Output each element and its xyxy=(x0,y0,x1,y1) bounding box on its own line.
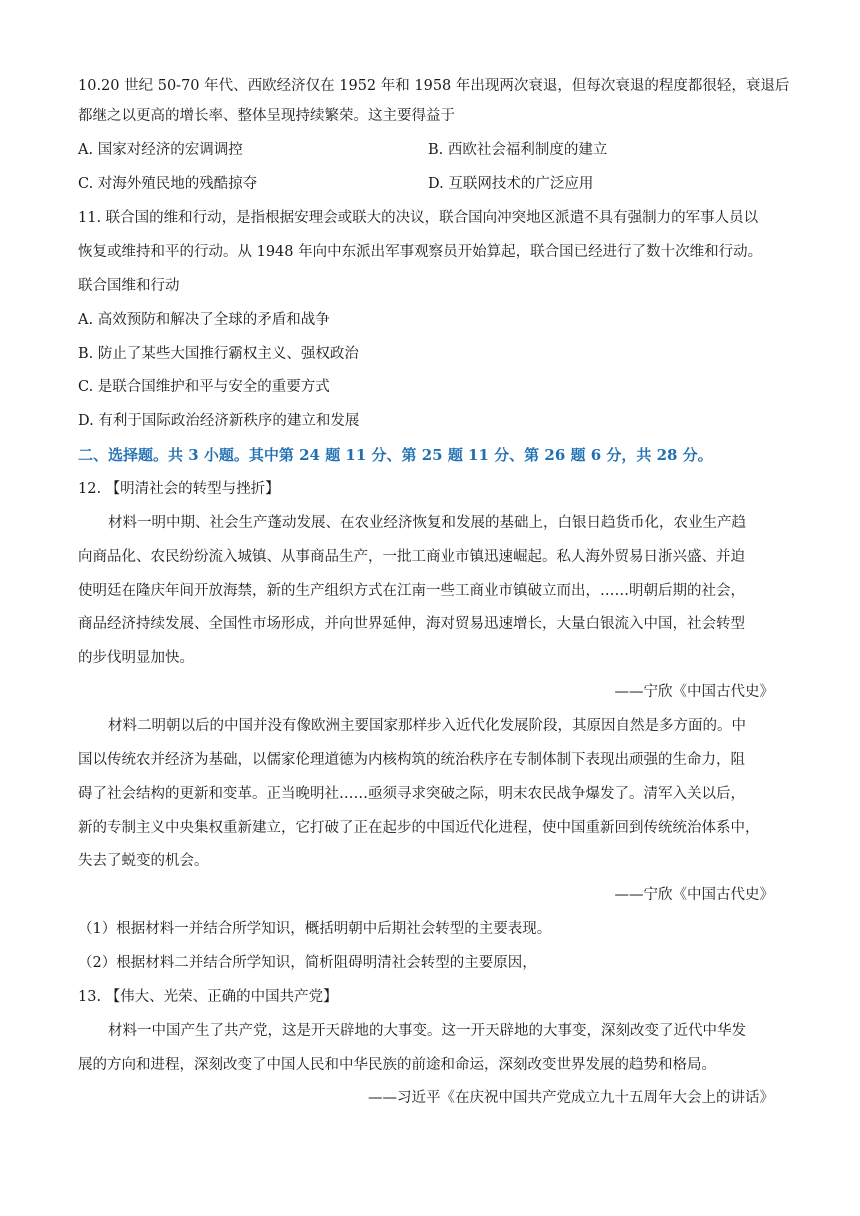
q11-stem-line-2: 恢复或维持和平的行动。从 1948 年向中东派出军事观察员开始算起，联合国已经进行了数十次维和行动。 xyxy=(78,244,763,260)
q12-material1-line-5: 的步伐明显加快。 xyxy=(78,650,194,666)
q12-subquestion-2: （2）根据材料二并结合所学知识，简析阻碍明清社会转型的主要原因， xyxy=(78,955,537,971)
q13-source-1: ——习近平《在庆祝中国共产党成立九十五周年大会上的讲话》 xyxy=(368,1090,774,1106)
q13-title: 13. 【伟大、光荣、正确的中国共产党】 xyxy=(78,989,338,1005)
q12-material2-line-5: 失去了蜕变的机会。 xyxy=(78,853,209,869)
q11-option-d: D. 有利于国际政治经济新秩序的建立和发展 xyxy=(78,413,360,429)
q12-subquestion-1: （1）根据材料一并结合所学知识，概括明朝中后期社会转型的主要表现。 xyxy=(78,921,552,937)
q11-option-a: A. 高效预防和解决了全球的矛盾和战争 xyxy=(78,312,330,328)
q12-title: 12. 【明清社会的转型与挫折】 xyxy=(78,481,280,497)
q12-material1-line-2: 向商品化、农民纷纷流入城镇、从事商品生产，一批工商业市镇迅速崛起。私人海外贸易日浙兴盛、并迫 xyxy=(78,549,745,565)
q12-material2-line-2: 国以传统农并经济为基础，以儒家伦理道德为内核构筑的统治秩序在专制体制下表现出顽强的生命力，阻 xyxy=(78,752,745,768)
q11-option-c: C. 是联合国维护和平与安全的重要方式 xyxy=(78,379,330,395)
q12-material2-line-3: 碍了社会结构的更新和变革。正当晚明社……亟须寻求突破之际，明末农民战争爆发了。清军入关以后， xyxy=(78,786,745,802)
q10-stem-line-2: 都继之以更高的增长率、整体呈现持续繁荣。这主要得益于 xyxy=(78,108,455,124)
q12-material2-line-1: 材料二明朝以后的中国并没有像欧洲主要国家那样步入近代化发展阶段，其原因自然是多方面的。中 xyxy=(108,718,746,734)
q13-material1-line-1: 材料一中国产生了共产党，这是开天辟地的大事变。这一开天辟地的大事变，深刻改变了近代中华发 xyxy=(108,1023,746,1039)
q13-material1-line-2: 展的方向和进程，深刻改变了中国人民和中华民族的前途和命运，深刻改变世界发展的趋势和格局。 xyxy=(78,1057,716,1073)
q12-source-2: ——宁欣《中国古代史》 xyxy=(614,887,774,903)
q12-source-1: ——宁欣《中国古代史》 xyxy=(614,684,774,700)
q12-material2-line-4: 新的专制主义中央集权重新建立，它打破了正在起步的中国近代化进程，使中国重新回到传统统治体系中， xyxy=(78,820,760,836)
q10-stem-line-1: 10.20 世纪 50-70 年代、西欧经济仅在 1952 年和 1958 年出现两次衰退，但每次衰退的程度都很轻，衰退后 xyxy=(78,78,790,94)
q10-option-c: C. 对海外殖民地的残酷掠夺 xyxy=(78,176,258,192)
q11-stem-line-3: 联合国维和行动 xyxy=(78,278,180,294)
q12-material1-line-1: 材料一明中期、社会生产蓬动发展、在农业经济恢复和发展的基础上，白银日趋货币化，农业生产趋 xyxy=(108,515,746,531)
q12-material1-line-3: 使明廷在隆庆年间开放海禁，新的生产组织方式在江南一些工商业市镇破立而出，……明朝后期的社会， xyxy=(78,583,745,599)
q11-stem-line-1: 11. 联合国的维和行动，是指根据安理会或联大的决议，联合国向冲突地区派遣不具有强制力的军事人员以 xyxy=(78,210,759,226)
q10-option-b: B. 西欧社会福利制度的建立 xyxy=(428,142,608,158)
section-heading: 二、选择题。共 3 小题。其中第 24 题 11 分、第 25 题 11 分、第 26 题 6 分，共 28 分。 xyxy=(78,446,713,464)
q11-option-b: B. 防止了某些大国推行霸权主义、强权政治 xyxy=(78,346,359,362)
q10-option-a: A. 国家对经济的宏调调控 xyxy=(78,142,243,158)
q12-material1-line-4: 商品经济持续发展、全国性市场形成，并向世界延伸，海对贸易迅速增长，大量白银流入中国，社会转型 xyxy=(78,616,745,632)
q10-option-d: D. 互联网技术的广泛应用 xyxy=(428,176,594,192)
